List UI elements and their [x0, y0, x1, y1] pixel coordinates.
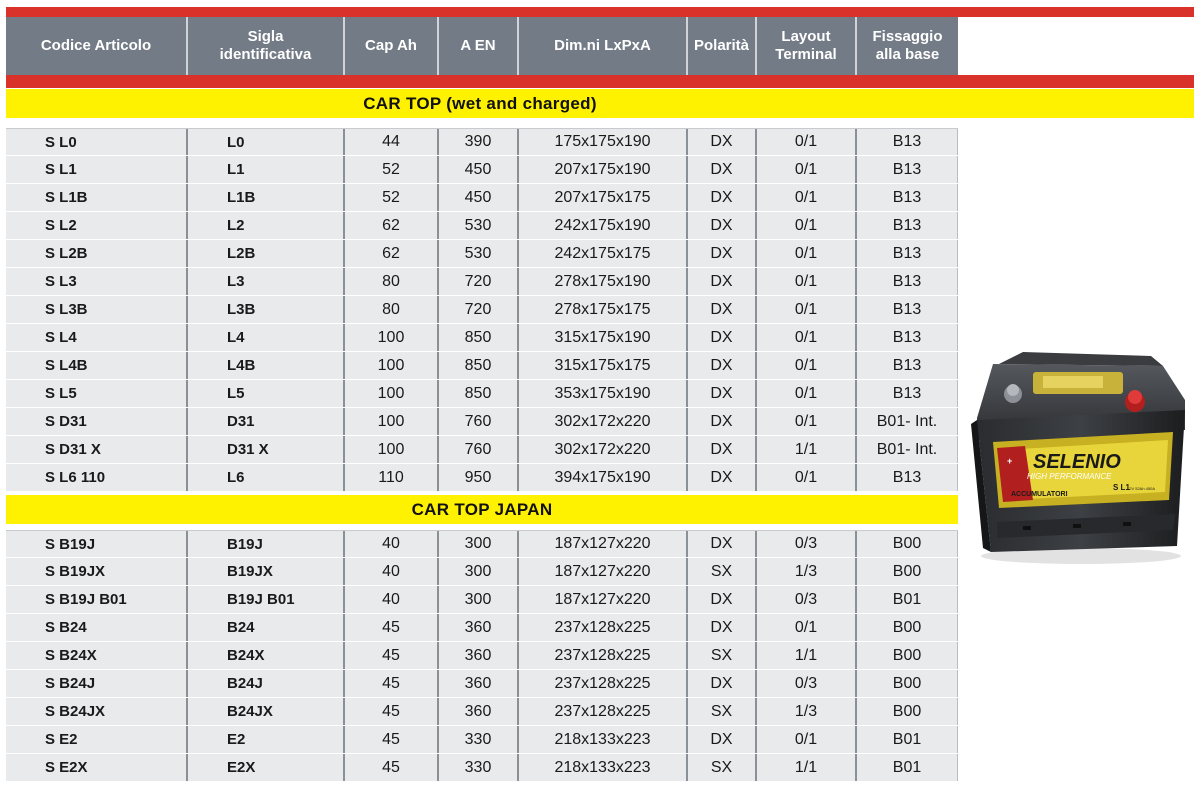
cell-fissaggio: B13: [857, 464, 958, 491]
cell-a-en: 850: [439, 324, 519, 351]
cell-codice-articolo: S B24J: [6, 670, 188, 697]
cell-polarita: SX: [688, 558, 757, 585]
cell-codice-articolo: S L3B: [6, 296, 188, 323]
cell-codice-articolo: S B19J: [6, 531, 188, 557]
cell-polarita: DX: [688, 531, 757, 557]
cell-dimensions: 278x175x190: [519, 268, 688, 295]
cell-fissaggio: B01: [857, 754, 958, 781]
table-header: [6, 17, 958, 75]
cell-polarita: DX: [688, 380, 757, 407]
cell-layout-terminal: 0/1: [757, 726, 857, 753]
cell-fissaggio: B00: [857, 531, 958, 557]
table-row: [6, 380, 958, 408]
cell-fissaggio: B00: [857, 698, 958, 725]
cell-cap-ah: 100: [345, 352, 439, 379]
header-sigla: Sigla identificativa: [188, 17, 345, 75]
cell-dimensions: 237x128x225: [519, 698, 688, 725]
cell-a-en: 360: [439, 642, 519, 669]
cell-sigla: B19J B01: [188, 586, 345, 613]
table-row: [6, 296, 958, 324]
cell-cap-ah: 45: [345, 614, 439, 641]
cell-layout-terminal: 1/1: [757, 754, 857, 781]
section-title-car-top: CAR TOP (wet and charged): [6, 89, 1194, 118]
cell-layout-terminal: 0/1: [757, 614, 857, 641]
cell-layout-terminal: 1/3: [757, 698, 857, 725]
table-row: [6, 642, 958, 670]
cell-layout-terminal: 0/1: [757, 408, 857, 435]
cell-a-en: 360: [439, 670, 519, 697]
cell-fissaggio: B01: [857, 586, 958, 613]
cell-fissaggio: B13: [857, 212, 958, 239]
cell-sigla: E2: [188, 726, 345, 753]
battery-model-text: S L1: [1113, 483, 1130, 492]
cell-codice-articolo: S L1: [6, 156, 188, 183]
cell-a-en: 360: [439, 698, 519, 725]
cell-a-en: 530: [439, 212, 519, 239]
cell-cap-ah: 100: [345, 436, 439, 463]
cell-dimensions: 237x128x225: [519, 642, 688, 669]
cell-fissaggio: B13: [857, 129, 958, 155]
cell-a-en: 330: [439, 726, 519, 753]
cell-a-en: 450: [439, 184, 519, 211]
cell-a-en: 390: [439, 129, 519, 155]
cell-dimensions: 302x172x220: [519, 408, 688, 435]
cell-a-en: 760: [439, 408, 519, 435]
cell-sigla: L3B: [188, 296, 345, 323]
cell-codice-articolo: S L4: [6, 324, 188, 351]
cell-a-en: 330: [439, 754, 519, 781]
cell-polarita: DX: [688, 726, 757, 753]
cell-a-en: 720: [439, 268, 519, 295]
cell-fissaggio: B13: [857, 352, 958, 379]
cell-sigla: L5: [188, 380, 345, 407]
cell-sigla: E2X: [188, 754, 345, 781]
cell-dimensions: 353x175x190: [519, 380, 688, 407]
cell-codice-articolo: S B19JX: [6, 558, 188, 585]
table-row: [6, 726, 958, 754]
cell-cap-ah: 40: [345, 586, 439, 613]
table-row: [6, 352, 958, 380]
cell-cap-ah: 110: [345, 464, 439, 491]
cell-codice-articolo: S L2B: [6, 240, 188, 267]
cell-sigla: L1B: [188, 184, 345, 211]
mid-red-stripe: [6, 75, 1194, 88]
cell-cap-ah: 45: [345, 754, 439, 781]
cell-sigla: B24J: [188, 670, 345, 697]
cell-fissaggio: B13: [857, 324, 958, 351]
car-top-japan-table: [6, 530, 958, 782]
cell-polarita: DX: [688, 324, 757, 351]
cell-dimensions: 302x172x220: [519, 436, 688, 463]
cell-layout-terminal: 0/1: [757, 129, 857, 155]
cell-cap-ah: 44: [345, 129, 439, 155]
cell-layout-terminal: 0/1: [757, 268, 857, 295]
header-a-en: A EN: [439, 17, 519, 75]
cell-polarita: DX: [688, 129, 757, 155]
table-row: [6, 408, 958, 436]
cell-fissaggio: B00: [857, 614, 958, 641]
cell-sigla: B24X: [188, 642, 345, 669]
section-title-car-top-japan: CAR TOP JAPAN: [6, 495, 958, 524]
cell-sigla: L4: [188, 324, 345, 351]
cell-polarita: DX: [688, 586, 757, 613]
cell-sigla: L4B: [188, 352, 345, 379]
cell-cap-ah: 80: [345, 296, 439, 323]
cell-layout-terminal: 0/1: [757, 464, 857, 491]
cell-codice-articolo: S B24X: [6, 642, 188, 669]
cell-fissaggio: B13: [857, 268, 958, 295]
cell-sigla: B24: [188, 614, 345, 641]
cell-cap-ah: 52: [345, 184, 439, 211]
cell-dimensions: 242x175x190: [519, 212, 688, 239]
cell-a-en: 850: [439, 380, 519, 407]
cell-sigla: L0: [188, 129, 345, 155]
table-row: [6, 324, 958, 352]
cell-polarita: SX: [688, 642, 757, 669]
cell-cap-ah: 100: [345, 324, 439, 351]
cell-dimensions: 187x127x220: [519, 586, 688, 613]
cell-fissaggio: B13: [857, 240, 958, 267]
table-row: [6, 436, 958, 464]
cell-fissaggio: B01- Int.: [857, 408, 958, 435]
cell-codice-articolo: S L4B: [6, 352, 188, 379]
battery-spec-text: 12V 52Ah 450A: [1127, 486, 1156, 491]
top-red-stripe: [6, 7, 1194, 17]
cell-dimensions: 315x175x175: [519, 352, 688, 379]
table-row: [6, 670, 958, 698]
cell-a-en: 450: [439, 156, 519, 183]
cell-codice-articolo: S L3: [6, 268, 188, 295]
cell-fissaggio: B01: [857, 726, 958, 753]
cell-layout-terminal: 0/1: [757, 380, 857, 407]
cell-dimensions: 242x175x175: [519, 240, 688, 267]
cell-codice-articolo: S L1B: [6, 184, 188, 211]
table-row: [6, 530, 958, 558]
header-codice-articolo: Codice Articolo: [6, 17, 188, 75]
cell-cap-ah: 40: [345, 531, 439, 557]
cell-polarita: DX: [688, 670, 757, 697]
cell-dimensions: 237x128x225: [519, 670, 688, 697]
cell-sigla: L1: [188, 156, 345, 183]
cell-codice-articolo: S L2: [6, 212, 188, 239]
cell-dimensions: 394x175x190: [519, 464, 688, 491]
cell-polarita: DX: [688, 352, 757, 379]
cell-cap-ah: 40: [345, 558, 439, 585]
cell-cap-ah: 80: [345, 268, 439, 295]
cell-cap-ah: 100: [345, 380, 439, 407]
cell-codice-articolo: S E2: [6, 726, 188, 753]
cell-cap-ah: 45: [345, 642, 439, 669]
battery-product-image: [963, 350, 1193, 570]
cell-codice-articolo: S L0: [6, 129, 188, 155]
header-dimensions: Dim.ni LxPxA: [519, 17, 688, 75]
cell-polarita: DX: [688, 614, 757, 641]
header-fissaggio: Fissaggio alla base: [872, 28, 943, 63]
cell-sigla: D31 X: [188, 436, 345, 463]
cell-layout-terminal: 1/1: [757, 642, 857, 669]
cell-sigla: B19JX: [188, 558, 345, 585]
table-row: [6, 128, 958, 156]
cell-a-en: 720: [439, 296, 519, 323]
cell-polarita: DX: [688, 296, 757, 323]
cell-layout-terminal: 0/1: [757, 296, 857, 323]
header-cap-ah: Cap Ah: [345, 17, 439, 75]
cell-layout-terminal: 0/3: [757, 586, 857, 613]
cell-dimensions: 218x133x223: [519, 726, 688, 753]
cell-cap-ah: 45: [345, 670, 439, 697]
cell-codice-articolo: S D31 X: [6, 436, 188, 463]
cell-layout-terminal: 0/1: [757, 240, 857, 267]
cell-cap-ah: 45: [345, 726, 439, 753]
cell-layout-terminal: 1/1: [757, 436, 857, 463]
cell-layout-terminal: 0/1: [757, 324, 857, 351]
cell-a-en: 950: [439, 464, 519, 491]
cell-codice-articolo: S D31: [6, 408, 188, 435]
cell-layout-terminal: 0/3: [757, 670, 857, 697]
cell-polarita: DX: [688, 184, 757, 211]
cell-polarita: DX: [688, 268, 757, 295]
cell-a-en: 760: [439, 436, 519, 463]
cell-fissaggio: B13: [857, 184, 958, 211]
cell-a-en: 300: [439, 531, 519, 557]
cell-sigla: L2: [188, 212, 345, 239]
cell-layout-terminal: 0/3: [757, 531, 857, 557]
cell-polarita: DX: [688, 240, 757, 267]
table-row: [6, 754, 958, 782]
table-row: [6, 240, 958, 268]
cell-polarita: DX: [688, 408, 757, 435]
cell-dimensions: 278x175x175: [519, 296, 688, 323]
table-row: [6, 586, 958, 614]
cell-sigla: B24JX: [188, 698, 345, 725]
table-row: [6, 184, 958, 212]
cell-a-en: 850: [439, 352, 519, 379]
cell-polarita: DX: [688, 212, 757, 239]
cell-layout-terminal: 0/1: [757, 212, 857, 239]
cell-sigla: L3: [188, 268, 345, 295]
cell-fissaggio: B13: [857, 380, 958, 407]
cell-codice-articolo: S L6 110: [6, 464, 188, 491]
cell-a-en: 530: [439, 240, 519, 267]
cell-codice-articolo: S B24: [6, 614, 188, 641]
cell-polarita: SX: [688, 754, 757, 781]
cell-cap-ah: 62: [345, 240, 439, 267]
cell-polarita: DX: [688, 156, 757, 183]
cell-layout-terminal: 0/1: [757, 352, 857, 379]
cell-layout-terminal: 0/1: [757, 184, 857, 211]
cell-dimensions: 187x127x220: [519, 558, 688, 585]
svg-text:+: +: [1007, 456, 1013, 466]
cell-codice-articolo: S E2X: [6, 754, 188, 781]
cell-fissaggio: B00: [857, 558, 958, 585]
cell-cap-ah: 45: [345, 698, 439, 725]
cell-sigla: L2B: [188, 240, 345, 267]
cell-cap-ah: 52: [345, 156, 439, 183]
cell-sigla: L6: [188, 464, 345, 491]
cell-sigla: D31: [188, 408, 345, 435]
table-row: [6, 558, 958, 586]
cell-fissaggio: B01- Int.: [857, 436, 958, 463]
cell-polarita: DX: [688, 436, 757, 463]
table-row: [6, 614, 958, 642]
cell-fissaggio: B13: [857, 156, 958, 183]
battery-subtitle-text: HIGH PERFORMANCE: [1027, 472, 1112, 481]
table-row: [6, 212, 958, 240]
cell-dimensions: 237x128x225: [519, 614, 688, 641]
cell-dimensions: 315x175x190: [519, 324, 688, 351]
cell-cap-ah: 62: [345, 212, 439, 239]
table-row: [6, 698, 958, 726]
table-row: [6, 156, 958, 184]
battery-label-text: ACCUMULATORI: [1011, 491, 1068, 498]
cell-sigla: B19J: [188, 531, 345, 557]
cell-polarita: DX: [688, 464, 757, 491]
table-row: [6, 268, 958, 296]
cell-fissaggio: B00: [857, 642, 958, 669]
cell-a-en: 300: [439, 558, 519, 585]
cell-dimensions: 175x175x190: [519, 129, 688, 155]
cell-cap-ah: 100: [345, 408, 439, 435]
header-polarita: Polarità: [688, 17, 757, 75]
header-layout-terminal: Layout Terminal: [757, 17, 857, 75]
cell-fissaggio: B13: [857, 296, 958, 323]
cell-layout-terminal: 1/3: [757, 558, 857, 585]
cell-a-en: 300: [439, 586, 519, 613]
cell-codice-articolo: S B19J B01: [6, 586, 188, 613]
cell-dimensions: 218x133x223: [519, 754, 688, 781]
cell-fissaggio: B00: [857, 670, 958, 697]
cell-a-en: 360: [439, 614, 519, 641]
cell-polarita: SX: [688, 698, 757, 725]
cell-codice-articolo: S B24JX: [6, 698, 188, 725]
cell-layout-terminal: 0/1: [757, 156, 857, 183]
cell-dimensions: 207x175x190: [519, 156, 688, 183]
cell-dimensions: 207x175x175: [519, 184, 688, 211]
cell-codice-articolo: S L5: [6, 380, 188, 407]
car-top-table: [6, 128, 958, 492]
table-row: [6, 464, 958, 492]
battery-brand-text: SELENIO: [1033, 451, 1121, 473]
cell-dimensions: 187x127x220: [519, 531, 688, 557]
